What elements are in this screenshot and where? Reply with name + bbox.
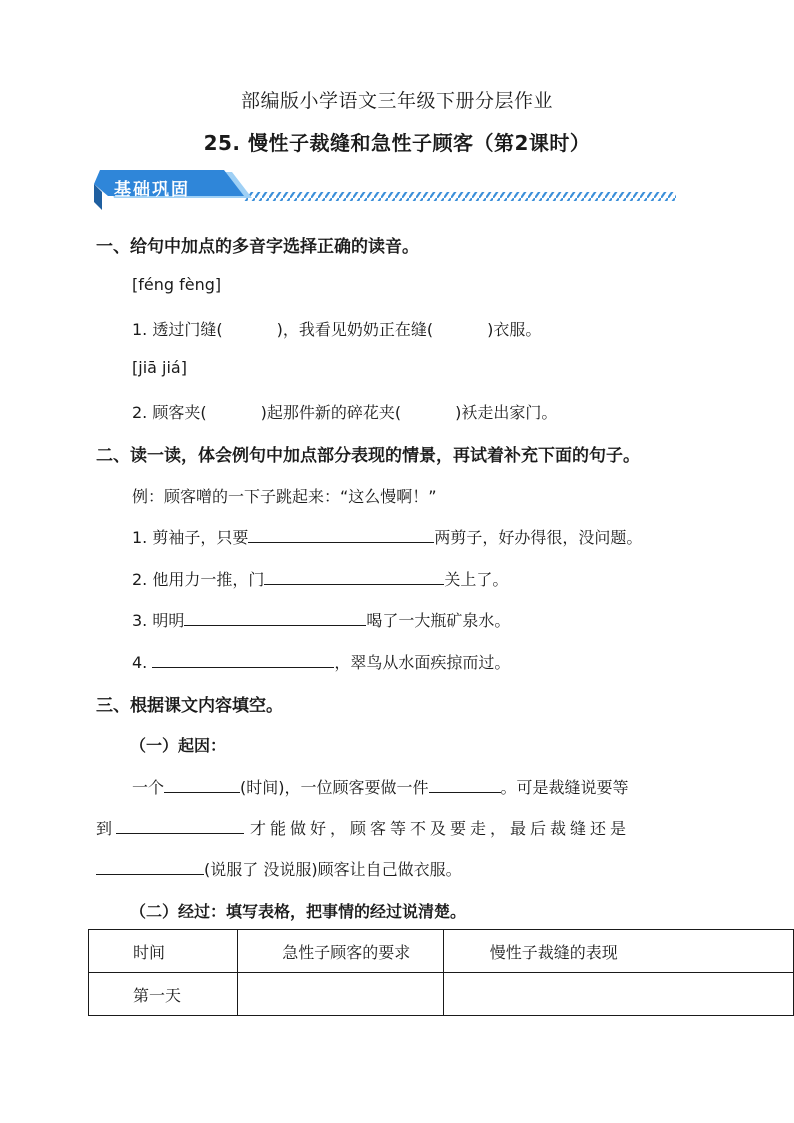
answer-blank[interactable] [152, 653, 334, 668]
table-header-cell: 急性子顾客的要求 [238, 930, 444, 973]
table-header-cell: 慢性子裁缝的表现 [443, 930, 793, 973]
s2-text-a: 2. 他用力一推，门 [132, 570, 265, 589]
l2-text-a: 到 [96, 819, 117, 838]
answer-blank[interactable] [96, 860, 204, 875]
section1-heading: 一、给句中加点的多音字选择正确的读音。 [96, 237, 419, 257]
sentence-4 [132, 650, 510, 673]
table-cell-time: 第一天 [89, 973, 238, 1016]
s2-text-b: 关上了。 [444, 570, 509, 589]
s1-text-a: 1. 剪袖子，只要 [132, 528, 249, 547]
s3-text-b: 喝了一大瓶矿泉水。 [366, 611, 511, 630]
page-subtitle: 部编版小学语文三年级下册分层作业 [240, 90, 553, 112]
fill-line-3 [96, 857, 462, 880]
table-header-row [89, 930, 794, 973]
section2-heading: 二、读一读，体会例句中加点部分表现的情景，再试着补充下面的句子。 [96, 446, 640, 466]
q1-1-text-b: )，我看见奶奶正在缝( [276, 320, 434, 339]
part1-title: （一）起因： [130, 736, 227, 755]
s1-text-b: 两剪子，好办得很，没问题。 [434, 528, 643, 547]
pinyin-options-jia: [jiā jiá] [132, 358, 187, 377]
answer-blank[interactable] [248, 528, 434, 543]
s3-text-a: 3. 明明 [132, 611, 185, 630]
table-cell-customer[interactable] [238, 973, 444, 1016]
answer-blank[interactable] [164, 778, 240, 793]
table-cell-tailor[interactable] [443, 973, 793, 1016]
q1-2-text-b: )起那件新的碎花夹( [260, 403, 402, 422]
sentence-2 [132, 567, 508, 590]
question-1-2 [132, 400, 557, 423]
answer-blank[interactable] [429, 778, 501, 793]
sentence-3 [132, 608, 510, 631]
part2-title: （二）经过：填写表格，把事情的经过说清楚。 [130, 902, 467, 921]
s4-text-b: ，翠鸟从水面疾掠而过。 [334, 653, 511, 672]
l1-text-a: 一个 [132, 778, 165, 797]
events-table [88, 929, 794, 1016]
table-header-cell: 时间 [89, 930, 238, 973]
l3-text-b: (说服了 没说服)顾客让自己做衣服。 [204, 860, 462, 879]
answer-blank[interactable] [116, 819, 244, 834]
fill-line-2 [96, 816, 630, 839]
l1-text-b: (时间)，一位顾客要做一件 [240, 778, 429, 797]
s4-text-a: 4. [132, 653, 153, 672]
sentence-1 [132, 525, 642, 548]
l1-text-c: 。可是裁缝说要等 [500, 778, 629, 797]
question-1-1 [132, 317, 541, 340]
q1-2-text-c: )袄走出家门。 [455, 403, 558, 422]
page-title: 25. 慢性子裁缝和急性子顾客（第2课时） [203, 131, 591, 155]
q1-1-text-c: )衣服。 [487, 320, 542, 339]
fill-line-1 [132, 775, 629, 798]
answer-blank[interactable] [264, 570, 444, 585]
pinyin-options-feng: [féng fèng] [132, 275, 222, 294]
example-sentence: 例：顾客噌的一下子跳起来：“这么慢啊！” [132, 487, 437, 506]
q1-2-text-a: 2. 顾客夹( [132, 403, 207, 422]
banner-label: 基础巩固 [114, 180, 190, 200]
table-row [89, 973, 794, 1016]
q1-1-text-a: 1. 透过门缝( [132, 320, 223, 339]
answer-blank[interactable] [184, 611, 366, 626]
l2-text-b: 才能做好，顾客等不及要走，最后裁缝还是 [250, 819, 631, 838]
section3-heading: 三、根据课文内容填空。 [96, 696, 283, 716]
